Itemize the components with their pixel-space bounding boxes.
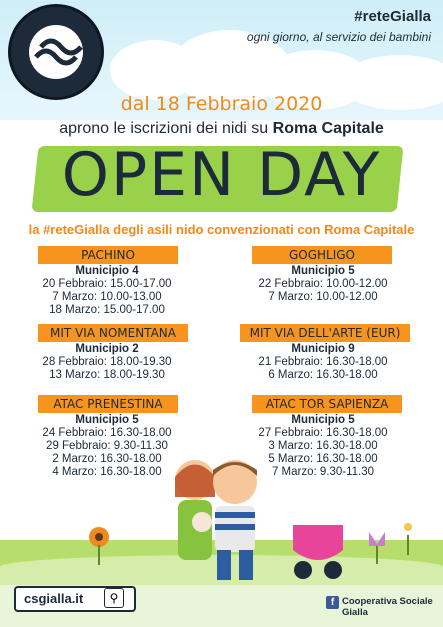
nido-banner: GOGHLIGO [252,246,392,264]
website-link[interactable]: csgialla.it [14,586,136,612]
tulip-icon [364,528,390,564]
pram-illustration [283,515,353,585]
nido-schedule: Municipio 5 27 Febbraio: 16.30-18.00 3 Marzo: 16.30-18.00 5 Marzo: 16.30-18.00 7 Marzo: 9.30-11.30 [258,414,388,478]
search-icon: ⚲ [104,588,124,608]
nido-banner: ATAC TOR SAPIENZA [252,395,402,413]
open-day-title: OPEN DAY [61,140,382,210]
nido-schedule: Municipio 9 21 Febbraio: 16.30-18.00 6 Marzo: 16.30-18.00 [258,343,388,381]
flower-icon [86,525,112,565]
nido-schedule: Municipio 5 22 Febbraio: 10.00-12.00 7 Marzo: 10.00-12.00 [258,265,388,303]
nido-banner: MIT VIA DELL'ARTE (EUR) [240,324,410,342]
subtitle: aprono le iscrizioni dei nidi su Roma Capitale [59,120,384,137]
nido-banner: MIT VIA NOMENTANA [38,324,188,342]
flower-icon [393,515,423,555]
network-line: la #reteGialla degli asili nido convenzionati con Roma Capitale [28,222,415,237]
facebook-page-link[interactable]: Cooperativa Sociale Gialla [342,596,433,618]
date-heading: dal 18 Febbraio 2020 [120,93,323,115]
tagline: ogni giorno, al servizio dei bambini [246,30,431,44]
facebook-icon: f [326,596,339,609]
nido-schedule: Municipio 5 24 Febbraio: 16.30-18.00 29 Febbraio: 9.30-11.30 2 Marzo: 16.30-18.00 4 Marzo: 16.30-18.00 [42,414,172,478]
nido-schedule: Municipio 4 20 Febbraio: 15.00-17.00 7 Marzo: 10.00-13.00 18 Marzo: 15.00-17.00 [42,265,172,316]
nido-banner: ATAC PRENESTINA [38,395,178,413]
nido-schedule: Municipio 2 28 Febbraio: 18.00-19.30 13 Marzo: 18.00-19.30 [42,343,172,381]
cooperative-logo [8,4,104,100]
family-illustration [150,452,300,582]
hashtag: #reteGialla [354,8,431,25]
nido-banner: PACHINO [38,246,178,264]
